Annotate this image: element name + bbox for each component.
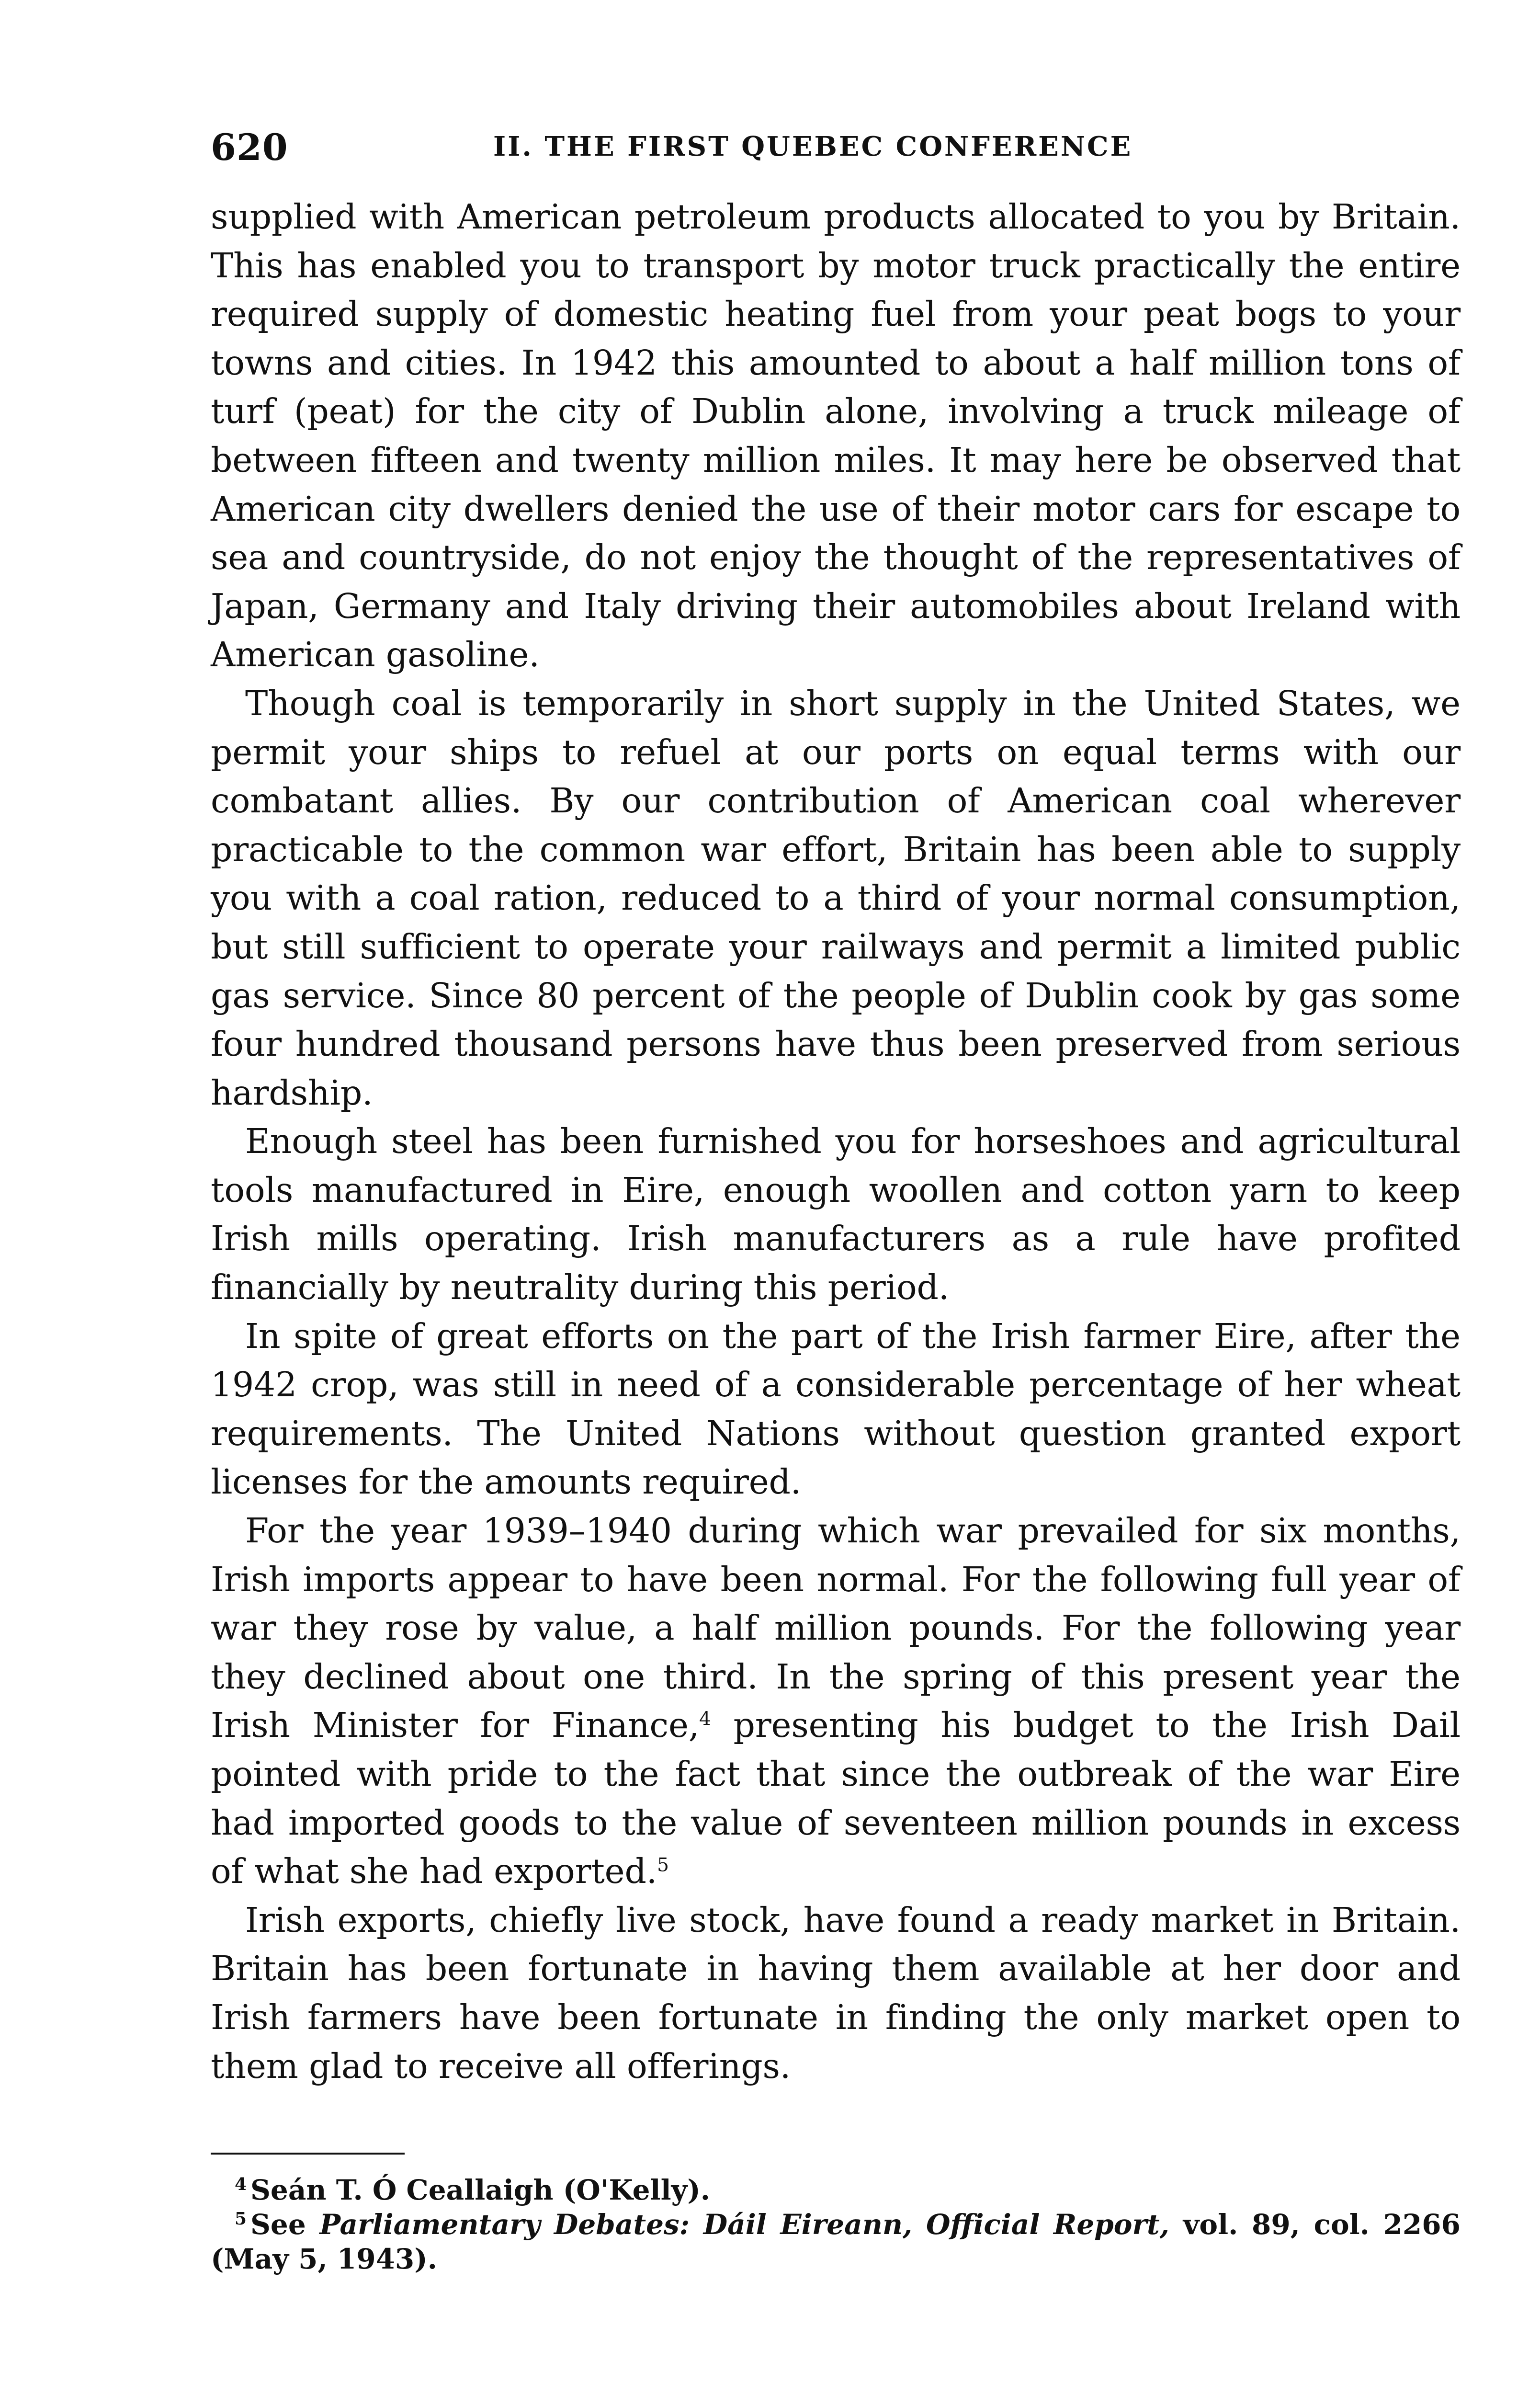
footnote-5-suffix: vol. 89, col. 2266 (May 5, 1943). xyxy=(211,2208,1461,2276)
footnote-divider xyxy=(211,2153,405,2155)
paragraph-2: Though coal is temporarily in short supply in the United States, we permit your ships to refuel at our ports on equal terms with our combatant allies. By our contribution of American coal wherever practicable to the common war effort, Britain has been able to supply you with a coal ration, reduced to a third of your normal consumption, but still sufficient to operate your railways and permit a limited public gas service. Since 80 percent of the people of Dublin cook by gas some four hundred thousand persons have thus been preserved from serious hardship. xyxy=(211,683,1461,1113)
footnote-reference-4: 4 xyxy=(699,1708,711,1730)
paragraph-6: Irish exports, chiefly live stock, have found a ready market in Britain. Britain has been fortunate in having them available at her door and Irish farmers have been fortunate in finding the only market open to them glad to receive all offerings. xyxy=(211,1900,1461,2086)
chapter-title: II. THE FIRST QUEBEC CONFERENCE xyxy=(493,131,1133,162)
running-head xyxy=(211,120,1461,177)
footnote-5-number: 5 xyxy=(235,2208,247,2229)
paragraph-5-text-after-note: presenting his budget to the Irish Dail pointed with pride to the fact that since the outbreak of the war Eire had imported goods to the value of seventeen million pounds in excess of what she had exported. xyxy=(211,1705,1461,1892)
footnote-5-prefix: See xyxy=(250,2208,320,2241)
footnote-4-number: 4 xyxy=(235,2174,247,2194)
footnote-5-title: Parliamentary Debates: Dáil Eireann, Official Report, xyxy=(319,2208,1170,2241)
footnotes xyxy=(211,2173,1461,2276)
footnote-4-text: Seán T. Ó Ceallaigh (O'Kelly). xyxy=(250,2174,710,2207)
paragraph-1: supplied with American petroleum products allocated to you by Britain. This has enabled you to transport by motor truck practically the entire required supply of domestic heating fuel from your peat bogs to your towns and cities. In 1942 this amounted to about a half million tons of turf (peat) for the city of Dublin alone, involving a truck mileage of between fifteen and twenty million miles. It may here be observed that American city dwellers denied the use of their motor cars for escape to sea and countryside, do not enjoy the thought of the representatives of Japan, Germany and Italy driving their automobiles about Ireland with American gasoline. xyxy=(211,197,1461,675)
page-number: 620 xyxy=(211,126,288,169)
paragraph-3: Enough steel has been furnished you for horseshoes and agricultural tools manufactured in Eire, enough woollen and cotton yarn to keep Irish mills operating. Irish manufacturers as a rule have profited financially by neutrality during this period. xyxy=(211,1121,1461,1308)
footnote-5 xyxy=(211,2207,1461,2276)
footnote-reference-5: 5 xyxy=(657,1854,669,1876)
paragraph-5 xyxy=(211,1506,1461,1896)
footnote-4 xyxy=(211,2173,1461,2207)
paragraph-5-text-before-note: For the year 1939–1940 during which war prevailed for six months, Irish imports appear to have been normal. For the following full year of war they rose by value, a half million pounds. For the following year they declined about one third. In the spring of this present year the Irish Minister for Finance, xyxy=(211,1511,1461,1745)
paragraph-4: In spite of great efforts on the part of the Irish farmer Eire, after the 1942 crop, was still in need of a considerable percentage of her wheat requirements. The United Nations without question granted export licenses for the amounts required. xyxy=(211,1316,1461,1502)
main-text xyxy=(211,193,1461,2090)
document-page xyxy=(211,120,1461,2276)
